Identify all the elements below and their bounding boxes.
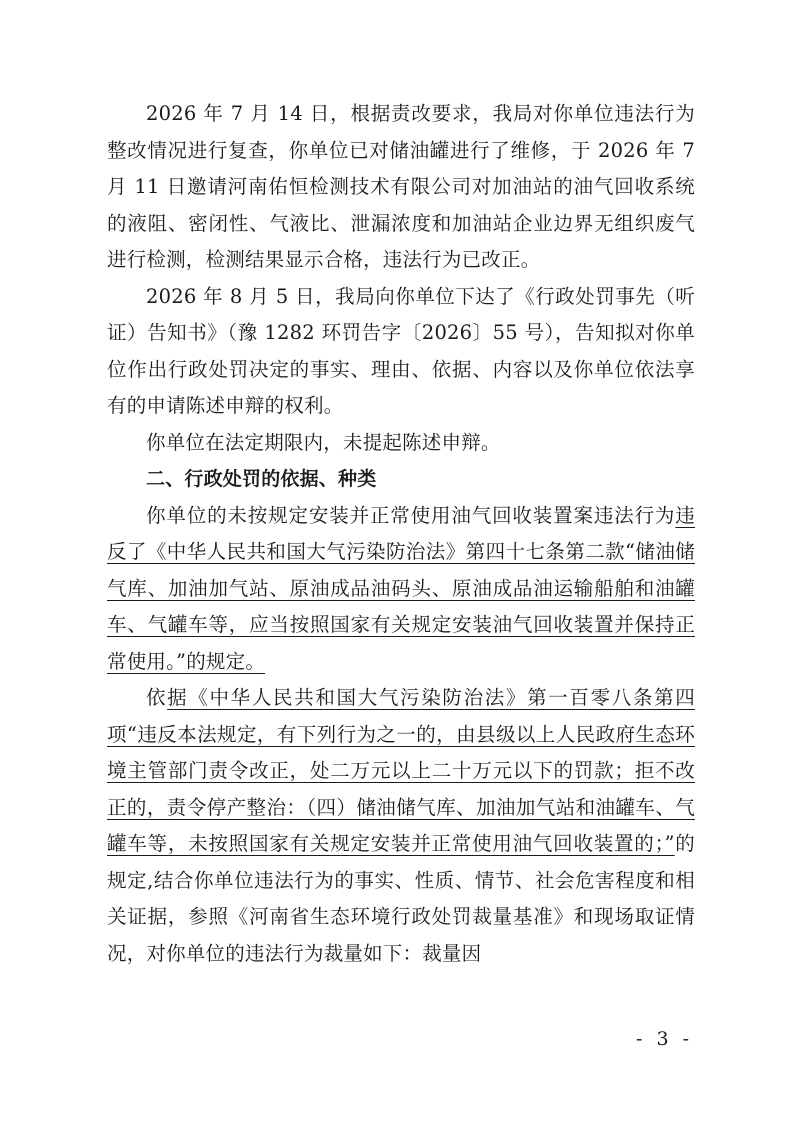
paragraph-basis — [107, 680, 695, 972]
paragraph-notice: 2026 年 8 月 5 日，我局向你单位下达了《行政处罚事先（听证）告知书》（豫 1282 环罚告字〔2026〕55 号），告知拟对你单位作出行政处罚决定的事实、理由、依据、内容以及你单位依法享有的申请陈述申辩的权利。 — [107, 284, 695, 417]
paragraph-violation — [107, 498, 695, 681]
violation-law-citation: 违反了《中华人民共和国大气污染防治法》第四十七条第二款“储油储气库、加油加气站、原油成品油码头、原油成品油运输船舶和油罐车、气罐车等，应当按照国家有关规定安装油气回收装置并保持正常使用。”的规定。 — [107, 503, 695, 673]
page-number: - 3 - — [635, 1028, 693, 1050]
document-body — [107, 96, 695, 972]
basis-lead: 依 — [146, 686, 168, 709]
paragraph-no-defense: 你单位在法定期限内，未提起陈述申辩。 — [146, 430, 501, 454]
violation-text: 你单位的未按规定安装并正常使用油气回收装置案违法行为 — [146, 503, 676, 527]
paragraph-review: 2026 年 7 月 14 日，根据责改要求，我局对你单位违法行为整改情况进行复查，你单位已对储油罐进行了维修，于 2026 年 7 月 11 日邀请河南佑恒检测技术有限公司对加油站的油气回收系统的液阻、密闭性、气液比、泄漏浓度和加油站企业边界无组织废气进行检测，检测结果显示合格，违法行为已改正。 — [107, 102, 695, 271]
basis-text: 的规定,结合你单位违法行为的事实、性质、情节、社会危害程度和相关证据，参照《河南省生态环境行政处罚裁量基准》和现场取证情况，对你单位的违法行为裁量如下：裁量因 — [107, 832, 696, 965]
section-heading: 二、行政处罚的依据、种类 — [146, 468, 377, 490]
basis-law-citation: 据《中华人民共和国大气污染防治法》第一百零八条第四项“违反本法规定，有下列行为之一的，由县级以上人民政府生态环境主管部门责令改正，处二万元以上二十万元以下的罚款；拒不改正的，责令停产整治：（四）储油储气库、加油加气站和油罐车、气罐车等，未按照国家有关规定安装并正常使用油气回收装置的；” — [107, 686, 695, 855]
